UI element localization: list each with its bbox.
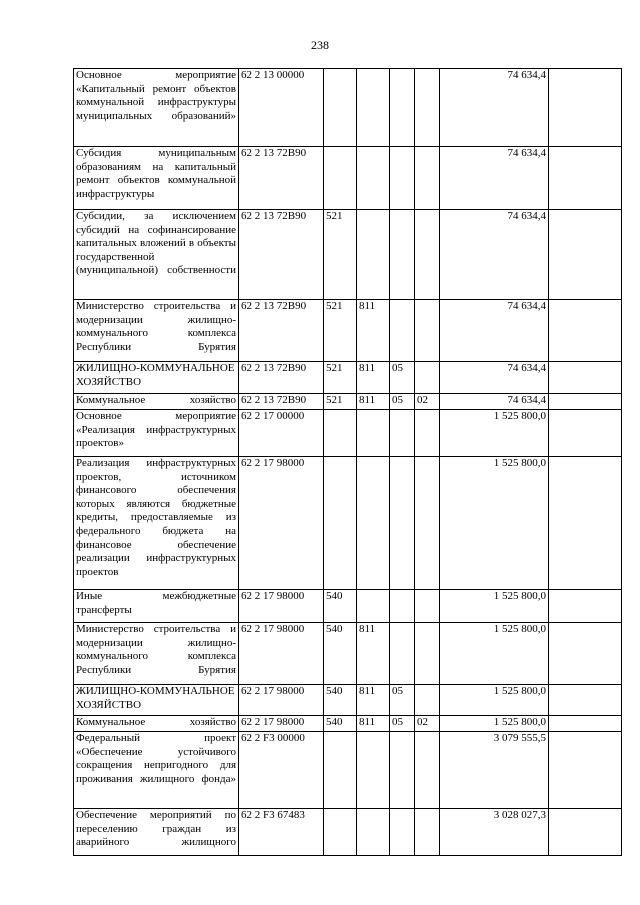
row-amount: 1 525 800,0 xyxy=(440,457,549,590)
row-c4 xyxy=(357,590,390,623)
row-name: Министерство строительства и модернизации жилищно-коммунального комплекса Республики Бурятия xyxy=(74,300,239,362)
table-row xyxy=(74,590,622,623)
row-c5: 05 xyxy=(390,716,415,732)
row-name: Министерство строительства и модернизации жилищно-коммунального комплекса Республики Бурятия xyxy=(74,623,239,685)
table-row xyxy=(74,809,622,856)
row-amount: 74 634,4 xyxy=(440,147,549,210)
row-code: 62 2 13 72В90 xyxy=(239,300,324,362)
row-name: Обеспечение мероприятий по переселению граждан из аварийного жилищного xyxy=(74,809,239,856)
row-c5: 05 xyxy=(390,394,415,410)
row-c4 xyxy=(357,457,390,590)
row-extra xyxy=(549,716,622,732)
row-c6: 02 xyxy=(415,394,440,410)
row-name: ЖИЛИЩНО-КОММУНАЛЬНОЕ ХОЗЯЙСТВО xyxy=(74,685,239,716)
row-c3: 540 xyxy=(324,623,357,685)
row-amount: 1 525 800,0 xyxy=(440,685,549,716)
table-row xyxy=(74,457,622,590)
row-name: Субсидии, за исключением субсидий на софинансирование капитальных вложений в объекты государственной (муниципальной) собственности xyxy=(74,210,239,300)
row-amount: 74 634,4 xyxy=(440,69,549,147)
row-c6 xyxy=(415,210,440,300)
row-code: 62 2 F3 67483 xyxy=(239,809,324,856)
row-amount: 3 079 555,5 xyxy=(440,732,549,809)
row-extra xyxy=(549,210,622,300)
row-c3: 521 xyxy=(324,394,357,410)
row-c6 xyxy=(415,590,440,623)
table-row xyxy=(74,69,622,147)
row-name: Иные межбюджетные трансферты xyxy=(74,590,239,623)
row-c3: 540 xyxy=(324,716,357,732)
table-row xyxy=(74,300,622,362)
row-code: 62 2 13 72В90 xyxy=(239,362,324,394)
row-name: ЖИЛИЩНО-КОММУНАЛЬНОЕ ХОЗЯЙСТВО xyxy=(74,362,239,394)
row-amount: 3 028 027,3 xyxy=(440,809,549,856)
row-c5 xyxy=(390,300,415,362)
row-extra xyxy=(549,410,622,457)
table-row xyxy=(74,210,622,300)
row-code: 62 2 17 98000 xyxy=(239,716,324,732)
row-name: Федеральный проект «Обеспечение устойчивого сокращения непригодного для проживания жилищного фонда» xyxy=(74,732,239,809)
row-amount: 1 525 800,0 xyxy=(440,623,549,685)
row-c4 xyxy=(357,410,390,457)
row-c3 xyxy=(324,147,357,210)
row-code: 62 2 17 98000 xyxy=(239,623,324,685)
row-c4: 811 xyxy=(357,685,390,716)
row-c3: 521 xyxy=(324,210,357,300)
row-amount: 74 634,4 xyxy=(440,210,549,300)
row-amount: 1 525 800,0 xyxy=(440,716,549,732)
row-name: Коммунальное хозяйство xyxy=(74,394,239,410)
row-name: Субсидия муниципальным образованиям на капитальный ремонт объектов коммунальной инфраструктуры xyxy=(74,147,239,210)
row-c6 xyxy=(415,362,440,394)
row-c3 xyxy=(324,410,357,457)
row-c3: 521 xyxy=(324,362,357,394)
row-c3 xyxy=(324,457,357,590)
table-row xyxy=(74,623,622,685)
row-amount: 1 525 800,0 xyxy=(440,410,549,457)
row-c4 xyxy=(357,809,390,856)
table-row xyxy=(74,716,622,732)
row-name: Основное мероприятие «Реализация инфраструктурных проектов» xyxy=(74,410,239,457)
row-code: 62 2 13 72В90 xyxy=(239,210,324,300)
row-c4: 811 xyxy=(357,623,390,685)
budget-table xyxy=(73,68,622,856)
row-amount: 74 634,4 xyxy=(440,394,549,410)
row-code: 62 2 13 72В90 xyxy=(239,147,324,210)
row-c5 xyxy=(390,809,415,856)
row-c3 xyxy=(324,809,357,856)
table-row xyxy=(74,410,622,457)
row-c5 xyxy=(390,410,415,457)
row-c5 xyxy=(390,147,415,210)
row-c6 xyxy=(415,457,440,590)
row-code: 62 2 13 72В90 xyxy=(239,394,324,410)
row-extra xyxy=(549,457,622,590)
row-c5: 05 xyxy=(390,685,415,716)
row-extra xyxy=(549,69,622,147)
row-code: 62 2 17 00000 xyxy=(239,410,324,457)
row-c6 xyxy=(415,69,440,147)
row-c5 xyxy=(390,732,415,809)
row-extra xyxy=(549,394,622,410)
table-row xyxy=(74,362,622,394)
row-c3 xyxy=(324,69,357,147)
row-c5 xyxy=(390,69,415,147)
table-row xyxy=(74,732,622,809)
row-c3 xyxy=(324,732,357,809)
table-row xyxy=(74,394,622,410)
table-row xyxy=(74,147,622,210)
row-c6 xyxy=(415,410,440,457)
row-c4 xyxy=(357,147,390,210)
row-c3: 521 xyxy=(324,300,357,362)
row-code: 62 2 F3 00000 xyxy=(239,732,324,809)
row-c6 xyxy=(415,623,440,685)
row-c4: 811 xyxy=(357,362,390,394)
row-c4: 811 xyxy=(357,300,390,362)
row-c6 xyxy=(415,147,440,210)
row-c6: 02 xyxy=(415,716,440,732)
row-c4 xyxy=(357,732,390,809)
row-amount: 1 525 800,0 xyxy=(440,590,549,623)
row-c4 xyxy=(357,210,390,300)
row-name: Реализация инфраструктурных проектов, источником финансового обеспечения которых являются бюджетные кредиты, предоставляемые из федерального бюджета на финансовое обеспечение реализации инфраструктурных проектов xyxy=(74,457,239,590)
row-code: 62 2 13 00000 xyxy=(239,69,324,147)
row-amount: 74 634,4 xyxy=(440,362,549,394)
row-c4: 811 xyxy=(357,716,390,732)
row-extra xyxy=(549,362,622,394)
row-name: Основное мероприятие «Капитальный ремонт объектов коммунальной инфраструктуры муниципальных образований» xyxy=(74,69,239,147)
row-c4 xyxy=(357,69,390,147)
row-c6 xyxy=(415,300,440,362)
row-amount: 74 634,4 xyxy=(440,300,549,362)
page-number: 238 xyxy=(311,38,329,52)
row-name: Коммунальное хозяйство xyxy=(74,716,239,732)
row-extra xyxy=(549,809,622,856)
row-extra xyxy=(549,590,622,623)
row-code: 62 2 17 98000 xyxy=(239,685,324,716)
row-c5 xyxy=(390,623,415,685)
row-code: 62 2 17 98000 xyxy=(239,590,324,623)
row-c6 xyxy=(415,732,440,809)
row-c6 xyxy=(415,809,440,856)
row-code: 62 2 17 98000 xyxy=(239,457,324,590)
row-c5 xyxy=(390,210,415,300)
table-row xyxy=(74,685,622,716)
row-extra xyxy=(549,732,622,809)
row-c5 xyxy=(390,457,415,590)
row-extra xyxy=(549,147,622,210)
row-c5 xyxy=(390,590,415,623)
row-c6 xyxy=(415,685,440,716)
row-c3: 540 xyxy=(324,590,357,623)
row-c5: 05 xyxy=(390,362,415,394)
row-extra xyxy=(549,623,622,685)
row-c4: 811 xyxy=(357,394,390,410)
row-c3: 540 xyxy=(324,685,357,716)
row-extra xyxy=(549,300,622,362)
row-extra xyxy=(549,685,622,716)
